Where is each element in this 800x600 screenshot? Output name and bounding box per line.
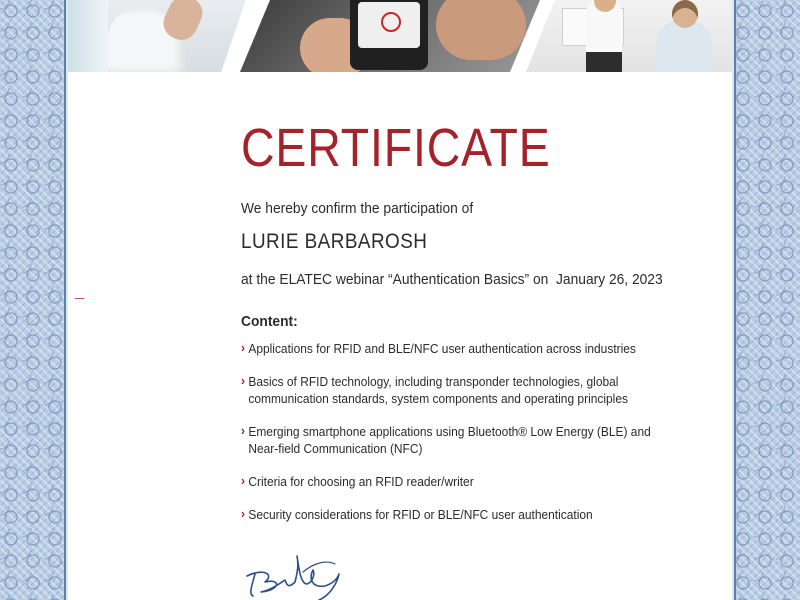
list-item [241, 473, 681, 490]
decorative-border-right [732, 0, 800, 600]
list-item-text: Security considerations for RFID or BLE/NFC user authentication [248, 507, 593, 522]
webinar-line [241, 271, 663, 288]
chevron-right-icon: › [241, 340, 245, 355]
list-item-text: Emerging smartphone applications using Bluetooth® Low Energy (BLE) and Near-field Communication (NFC) [248, 424, 651, 456]
list-item-text: Basics of RFID technology, including transponder technologies, global communication standards, system components and operating principles [248, 374, 628, 406]
certificate-title: CERTIFICATE [241, 118, 551, 178]
chevron-right-icon: › [241, 473, 245, 488]
content-list [241, 340, 681, 539]
decorative-border-left [0, 0, 68, 600]
content-heading: Content: [241, 313, 298, 330]
list-item [241, 506, 681, 523]
list-item [241, 373, 681, 407]
border-rule-right [734, 0, 736, 600]
webinar-description: at the ELATEC webinar “Authentication Basics” on [241, 271, 549, 288]
margin-mark [75, 298, 84, 299]
participant-name: LURIE BARBAROSH [241, 230, 428, 253]
chevron-right-icon: › [241, 423, 245, 438]
border-rule-left-inner [66, 0, 68, 600]
list-item-text: Applications for RFID and BLE/NFC user authentication across industries [248, 341, 636, 356]
photo-presentation [526, 0, 732, 72]
chevron-right-icon: › [241, 506, 245, 521]
list-item [241, 340, 681, 357]
intro-text: We hereby confirm the participation of [241, 200, 474, 217]
border-rule-right-inner [732, 0, 734, 600]
webinar-date: January 26, 2023 [556, 271, 663, 288]
header-photo-band [68, 0, 732, 72]
handwritten-signature [241, 544, 351, 600]
photo-rfid-reader [240, 0, 540, 72]
chevron-right-icon: › [241, 373, 245, 388]
photo-man-with-phone [68, 0, 246, 72]
list-item-text: Criteria for choosing an RFID reader/writer [248, 474, 474, 489]
list-item [241, 423, 681, 457]
